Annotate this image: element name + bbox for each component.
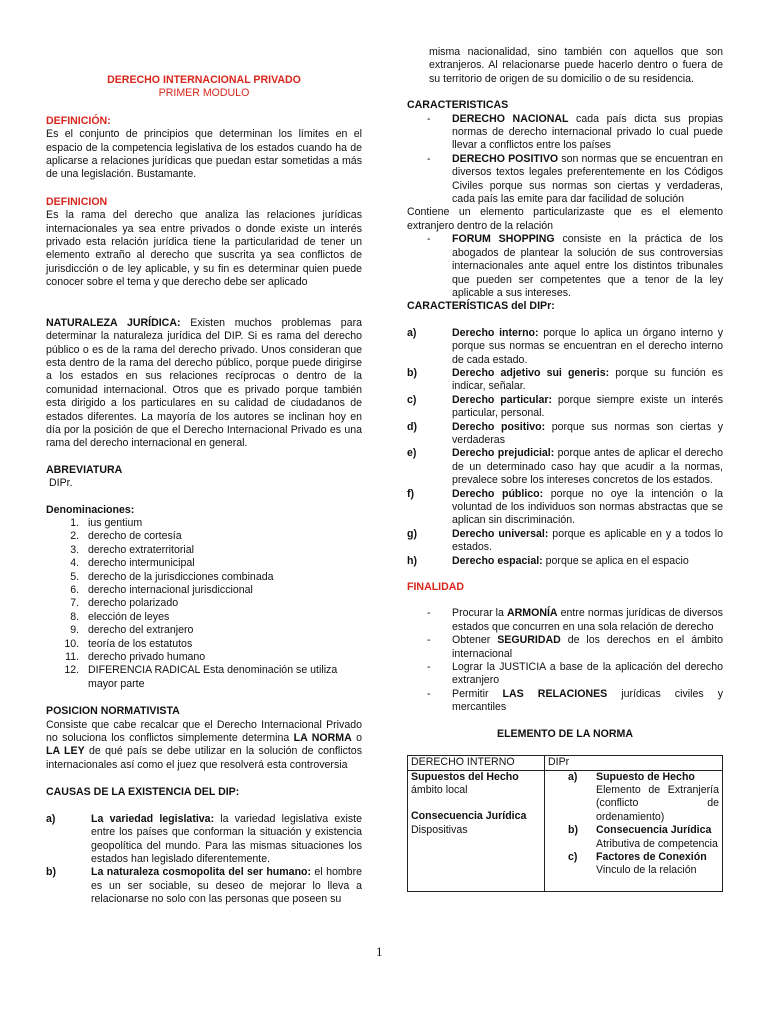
list-item: - Lograr la JUSTICIA a base de la aplicación del derecho extranjero [407, 661, 723, 688]
derecho-interno-cell [408, 770, 545, 892]
item-bold: Derecho universal: [452, 527, 549, 540]
posicion-heading: POSICION NORMATIVISTA [46, 705, 180, 718]
list-item [407, 394, 723, 421]
list-item [407, 153, 723, 207]
supuestos-text: ámbito local [411, 783, 468, 796]
list-item [548, 771, 719, 784]
elemento-heading: ELEMENTO DE LA NORMA [497, 727, 633, 740]
table-header-cell: DERECHO INTERNO [408, 756, 545, 770]
seguridad-bold: SEGURIDAD [497, 634, 561, 647]
item-letter: c) [568, 850, 578, 863]
item-text: porque antes de aplicar el derecho de un determinado caso hay que acudir a la normas, prevalece sobre los intereses concretos de los estados. [452, 447, 723, 487]
derecho-positivo-text: son normas que se encuentran en diversos textos legales preferentemente en los Códigos Civiles porque sus normas son ciertas y verdaderas, cada país las emite para dar facilidad de solución [452, 152, 723, 206]
document-subtitle: PRIMER MODULO [158, 87, 250, 100]
abreviatura-heading: ABREVIATURA [46, 463, 123, 476]
denominaciones-heading: Denominaciones: [46, 503, 135, 516]
item-text: porque no oye la intención o la voluntad de los individuos son normas abstractas que se aplican sin discriminación. [452, 487, 723, 527]
posicion-text-part: o [351, 732, 362, 745]
list-item [407, 447, 723, 487]
item-letter: c) [407, 393, 417, 406]
table-header-cell: DIPr [545, 756, 723, 770]
list-item [548, 824, 719, 837]
relaciones-bold: LAS RELACIONES [502, 687, 608, 700]
posicion-text-part: de qué país se debe utilizar en la solución de conflictos internacionales así como el juez que resolverá esta controversia [46, 745, 362, 771]
item-text: porque lo aplica un órgano interno y porque sus normas se encuentran en el derecho interno de cada estado. [452, 326, 723, 366]
posicion-text [46, 719, 362, 773]
list-item: 9. derecho del extranjero [82, 624, 362, 637]
list-item [407, 367, 723, 394]
text-part: Obtener [452, 634, 498, 647]
list-item [407, 113, 723, 153]
list-item [407, 233, 723, 300]
causa-a-text: la variedad legislativa existe entre los países que conforman la situación y existencia geopolítica del mundo. Para las mismas situaciones los estados han legislado diferentemente. [91, 812, 362, 865]
list-item [407, 528, 723, 555]
item-letter: a) [407, 326, 417, 339]
item-bold: Derecho adjetivo sui generis: [452, 366, 610, 379]
list-item: 2. derecho de cortesía [82, 530, 362, 543]
list-item: 4. derecho intermunicipal [82, 557, 362, 570]
item-bold: Factores de Conexión [596, 850, 707, 863]
page-number: 1 [376, 944, 383, 959]
item-letter: b) [568, 824, 578, 837]
list-item [407, 421, 723, 448]
item-bold: Derecho espacial: [452, 554, 543, 567]
list-item [407, 327, 723, 367]
list-item: 3. derecho extraterritorial [82, 544, 362, 557]
list-item: 8. elección de leyes [82, 611, 362, 624]
forum-shopping-bold: FORUM SHOPPING [452, 233, 555, 246]
causa-b-bold: La naturaleza cosmopolita del ser humano: [91, 866, 312, 879]
item-bold: Derecho público: [452, 487, 544, 500]
list-item [548, 851, 719, 864]
la-norma-bold: LA NORMA [293, 732, 352, 745]
causa-b [46, 866, 362, 906]
item-text: porque sus normas son ciertas y verdaderas [452, 420, 723, 446]
causa-b-continuation: misma nacionalidad, sino también con aquellos que son extranjeros. Al relacionarse puede hacerlo dentro o fuera de su territorio de origen de su domicilio o de su residencia. [429, 46, 723, 85]
text-part: de los derechos en el ámbito internacional [452, 634, 723, 660]
item-bold: Consecuencia Jurídica [596, 824, 712, 837]
contiene-text: Contiene un elemento particularizaste que es el elemento extranjero dentro de la relación [407, 206, 723, 232]
posicion-text-part: Consiste que cabe recalcar que el Derecho Internacional Privado no soluciona los conflictos simplemente determina [46, 718, 362, 745]
naturaleza-paragraph [46, 317, 362, 451]
list-item: 10. teoría de los estatutos [82, 638, 362, 651]
abreviatura-text: DIPr. [49, 477, 73, 490]
left-column [46, 0, 362, 907]
text-part: entre normas jurídicas de diversos estados que concurren en una sola relación de derecho [452, 607, 723, 633]
item-letter: e) [407, 447, 417, 460]
list-item: 11. derecho privado humano [82, 651, 362, 664]
item-text: porque su función es indicar, señalar. [452, 366, 723, 393]
finalidad-list [407, 607, 723, 714]
consecuencia-text: Dispositivas [411, 823, 468, 836]
item-letter: b) [407, 366, 417, 379]
causa-a-letter: a) [46, 812, 56, 825]
item-letter: g) [407, 527, 417, 540]
list-item: 5. derecho de la jurisdicciones combinada [82, 571, 362, 584]
la-ley-bold: LA LEY [46, 745, 85, 758]
item-letter: a) [568, 770, 578, 783]
armonia-bold: ARMONÍA [506, 607, 558, 620]
derecho-nacional-text: cada país dicta sus propias normas de derecho internacional privado lo cual puede llevar a conflictos entre los países [452, 112, 723, 152]
forum-list [407, 233, 723, 300]
causa-a [46, 813, 362, 867]
item-bold: Derecho prejudicial: [452, 447, 555, 460]
item-bold: Derecho positivo: [452, 420, 546, 433]
derecho-nacional-bold: DERECHO NACIONAL [452, 112, 569, 125]
list-item [407, 688, 723, 715]
derecho-positivo-bold: DERECHO POSITIVO [452, 152, 559, 165]
list-item: 12. DIFERENCIA RADICAL Esta denominación se utiliza mayor parte [82, 664, 362, 691]
list-item: 1. ius gentium [82, 517, 362, 530]
definicion-text-2: Es la rama del derecho que analiza las relaciones jurídicas internacionales ya sea entre privados o donde existe un interés privado esta relación jurídica tiene la particularidad de tener un elemento extraño al derecho que suscrita ya sea conflictos de jurisdicción o de ley aplicable, y su fin es determinar quien puede conocer sobre el tema y que derecho debe ser aplicado [46, 209, 362, 289]
forum-shopping-text: consiste en la práctica de los abogados de plantear la solución de sus controversias internacionales ante aquel entre los distintos tribunales que pueden ser competentes que a tenor de la ley aplicable a sus intereses. [452, 233, 723, 299]
causa-b-letter: b) [46, 866, 56, 879]
caracteristicas-heading: CARACTERISTICAS [407, 99, 509, 112]
causas-heading: CAUSAS DE LA EXISTENCIA DEL DIP: [46, 786, 240, 799]
list-item: 6. derecho internacional jurisdiccional [82, 584, 362, 597]
definicion-heading-1: DEFINICIÓN: [46, 114, 111, 127]
item-letter: d) [407, 420, 417, 433]
list-item [407, 634, 723, 661]
item-letter: h) [407, 554, 417, 567]
text-part: jurídicas civiles y mercantiles [452, 687, 723, 714]
naturaleza-text: Existen muchos problemas para determinar la naturaleza jurídica del DIP. Si es rama del derecho público o es de la rama del derecho privado. Unos consideran que esta dentro de la rama del derecho público, porque puede dirigirse a los estados en sus relaciones recíprocas o dentro de la comunidad internacional. Otros que es privado porque también esta dirigido a los particulares en su calidad de ciudadanos de estados diferentes. La mayoría de los autores se inclinan hoy en día por la posición de que el Derecho Internacional Privado es una rama del derecho internacional en general. [46, 316, 362, 450]
denominaciones-list [46, 517, 362, 691]
item-bold: Derecho particular: [452, 393, 553, 406]
list-item [407, 555, 723, 568]
document-title: DERECHO INTERNACIONAL PRIVADO [107, 74, 301, 86]
supuestos-bold: Supuestos del Hecho [411, 770, 519, 783]
item-text: porque es aplicable en y a todos lo estados. [452, 527, 723, 554]
item-text: Atributiva de competencia [596, 837, 718, 850]
item-text: Elemento de Extranjería (conflicto de ordenamiento) [596, 783, 719, 823]
elemento-table [407, 755, 723, 892]
item-bold: Supuesto de Hecho [596, 770, 695, 783]
text-part: Permitir [452, 687, 503, 700]
definicion-text-1: Es el conjunto de principios que determinan los límites en el espacio de la competencia legislativa de los estados cuando ha de aplicarse a relaciones jurídicas que puedan estar sometidas a más de una legislación. Bustamante. [46, 128, 362, 181]
finalidad-heading: FINALIDAD [407, 581, 465, 594]
caracteristicas-list [407, 113, 723, 207]
naturaleza-heading: NATURALEZA JURÍDICA: [46, 316, 181, 329]
text-part: Procurar la [452, 607, 507, 620]
item-letter: f) [407, 487, 415, 500]
causa-a-bold: La variedad legislativa: [91, 812, 215, 825]
caract-dipr-heading: CARACTERÍSTICAS del DIPr: [407, 300, 555, 313]
dipr-cell [545, 770, 723, 892]
list-item: 7. derecho polarizado [82, 597, 362, 610]
item-bold: Derecho interno: [452, 326, 539, 339]
list-item [407, 607, 723, 634]
caract-dipr-list [407, 327, 723, 568]
item-text: Vinculo de la relación [596, 864, 697, 877]
list-item [407, 488, 723, 528]
item-text: porque siempre existe un interés particular, personal. [452, 393, 724, 420]
right-column [407, 0, 724, 877]
definicion-heading-2: DEFINICION [46, 195, 108, 208]
causa-b-text: el hombre es un ser sociable, su deseo de mejorar lo lleva a relacionarse no solo con las personas que poseen su [91, 866, 362, 906]
consecuencia-bold: Consecuencia Jurídica [411, 810, 527, 823]
item-text: porque se aplica en el espacio [542, 554, 689, 567]
